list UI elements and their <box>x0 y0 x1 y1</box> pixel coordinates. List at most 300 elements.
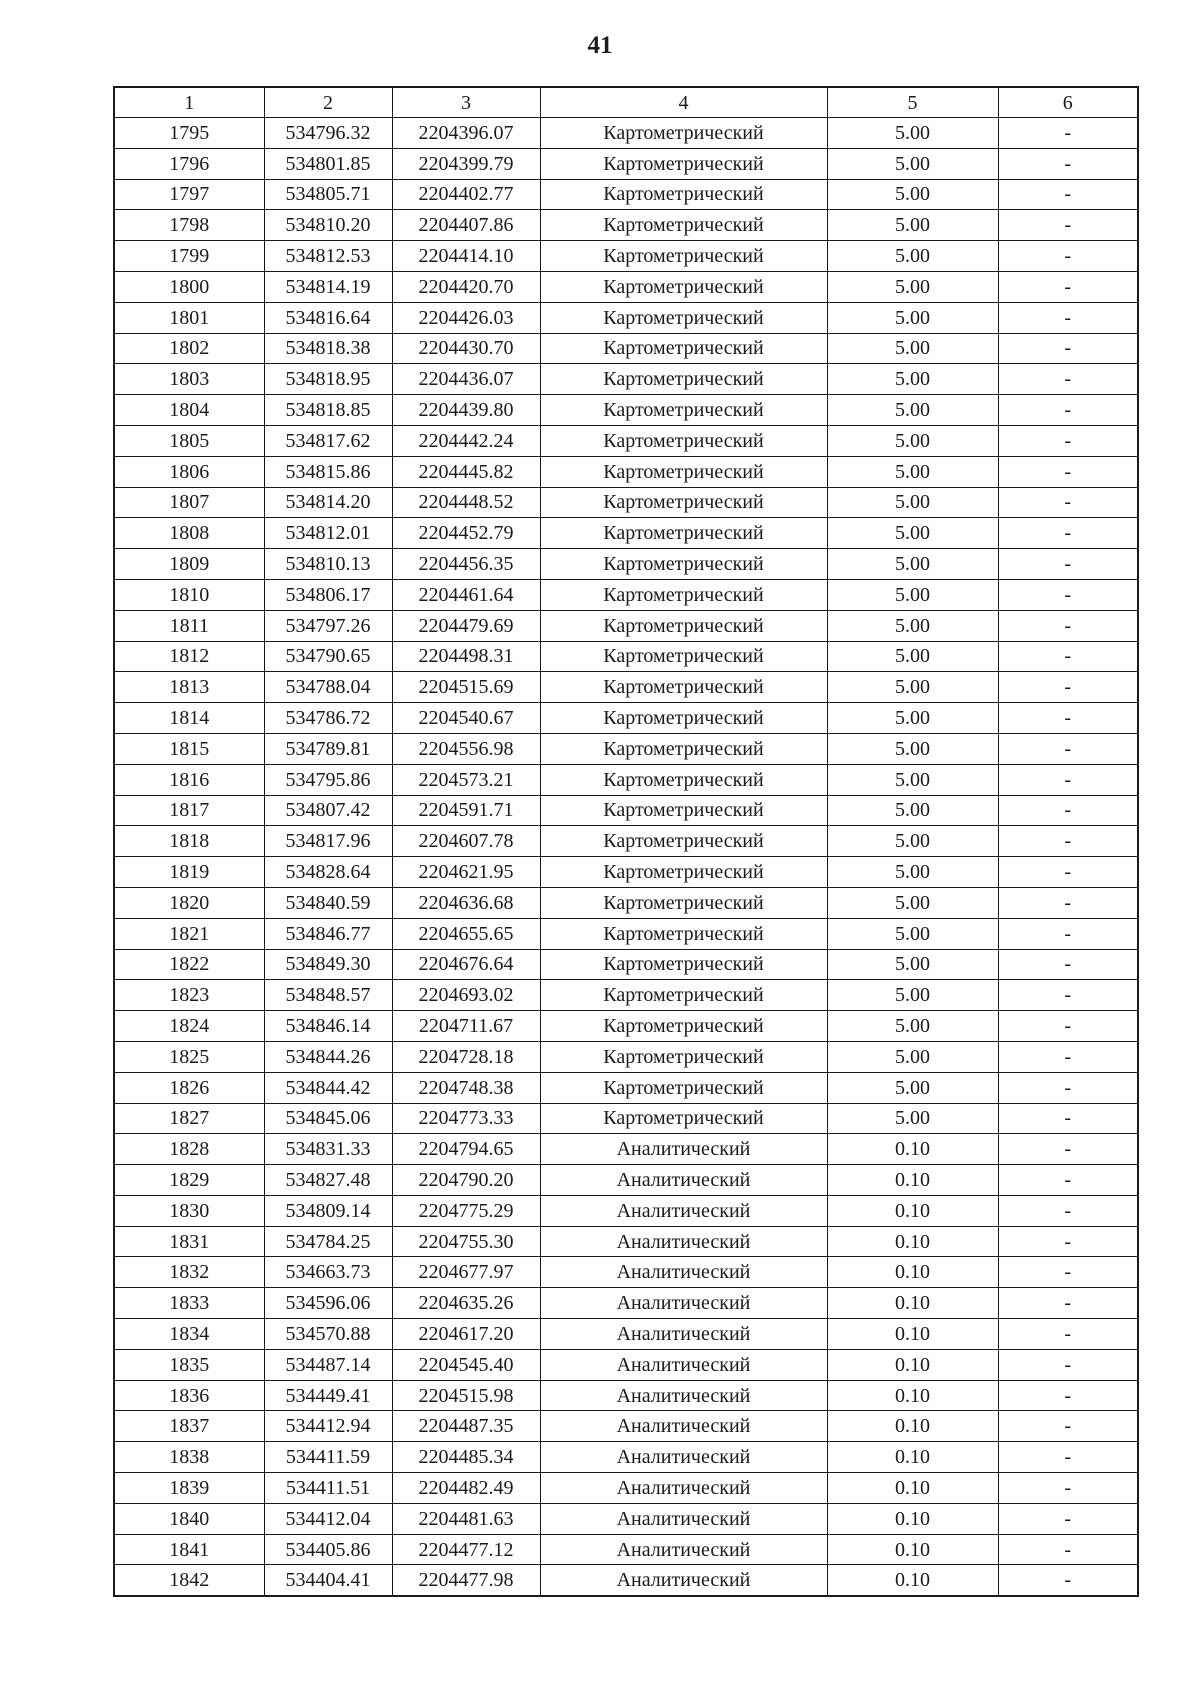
note-cell: - <box>998 1226 1138 1257</box>
point-number-cell: 1837 <box>114 1411 264 1442</box>
method-cell: Картометрический <box>540 733 827 764</box>
method-cell: Картометрический <box>540 302 827 333</box>
note-cell: - <box>998 179 1138 210</box>
y-coordinate-cell: 2204617.20 <box>392 1319 540 1350</box>
accuracy-cell: 5.00 <box>827 1011 998 1042</box>
method-cell: Картометрический <box>540 333 827 364</box>
x-coordinate-cell: 534449.41 <box>264 1380 392 1411</box>
accuracy-cell: 5.00 <box>827 549 998 580</box>
y-coordinate-cell: 2204677.97 <box>392 1257 540 1288</box>
method-cell: Аналитический <box>540 1349 827 1380</box>
method-cell: Аналитический <box>540 1165 827 1196</box>
table-row <box>114 364 1138 395</box>
method-cell: Картометрический <box>540 1072 827 1103</box>
point-number-cell: 1839 <box>114 1473 264 1504</box>
note-cell: - <box>998 148 1138 179</box>
table-row <box>114 733 1138 764</box>
note-cell: - <box>998 1534 1138 1565</box>
method-cell: Картометрический <box>540 179 827 210</box>
y-coordinate-cell: 2204676.64 <box>392 949 540 980</box>
y-coordinate-cell: 2204794.65 <box>392 1134 540 1165</box>
x-coordinate-cell: 534786.72 <box>264 703 392 734</box>
accuracy-cell: 5.00 <box>827 641 998 672</box>
accuracy-cell: 5.00 <box>827 672 998 703</box>
y-coordinate-cell: 2204445.82 <box>392 456 540 487</box>
accuracy-cell: 5.00 <box>827 1041 998 1072</box>
y-coordinate-cell: 2204515.98 <box>392 1380 540 1411</box>
note-cell: - <box>998 333 1138 364</box>
table-header <box>114 87 1138 118</box>
point-number-cell: 1834 <box>114 1319 264 1350</box>
point-number-cell: 1824 <box>114 1011 264 1042</box>
note-cell: - <box>998 1319 1138 1350</box>
y-coordinate-cell: 2204693.02 <box>392 980 540 1011</box>
note-cell: - <box>998 579 1138 610</box>
y-coordinate-cell: 2204635.26 <box>392 1288 540 1319</box>
point-number-cell: 1817 <box>114 795 264 826</box>
note-cell: - <box>998 1473 1138 1504</box>
method-cell: Аналитический <box>540 1380 827 1411</box>
note-cell: - <box>998 1349 1138 1380</box>
note-cell: - <box>998 271 1138 302</box>
method-cell: Картометрический <box>540 395 827 426</box>
accuracy-cell: 5.00 <box>827 610 998 641</box>
y-coordinate-cell: 2204420.70 <box>392 271 540 302</box>
note-cell: - <box>998 857 1138 888</box>
table-row <box>114 579 1138 610</box>
accuracy-cell: 5.00 <box>827 118 998 149</box>
accuracy-cell: 0.10 <box>827 1473 998 1504</box>
method-cell: Картометрический <box>540 764 827 795</box>
column-header: 2 <box>264 87 392 118</box>
point-number-cell: 1799 <box>114 241 264 272</box>
table-row <box>114 610 1138 641</box>
y-coordinate-cell: 2204655.65 <box>392 918 540 949</box>
method-cell: Аналитический <box>540 1257 827 1288</box>
x-coordinate-cell: 534818.85 <box>264 395 392 426</box>
column-header: 5 <box>827 87 998 118</box>
y-coordinate-cell: 2204498.31 <box>392 641 540 672</box>
method-cell: Картометрический <box>540 456 827 487</box>
y-coordinate-cell: 2204448.52 <box>392 487 540 518</box>
table-body <box>114 118 1138 1597</box>
x-coordinate-cell: 534816.64 <box>264 302 392 333</box>
x-coordinate-cell: 534848.57 <box>264 980 392 1011</box>
point-number-cell: 1802 <box>114 333 264 364</box>
accuracy-cell: 5.00 <box>827 425 998 456</box>
point-number-cell: 1803 <box>114 364 264 395</box>
y-coordinate-cell: 2204621.95 <box>392 857 540 888</box>
x-coordinate-cell: 534818.38 <box>264 333 392 364</box>
accuracy-cell: 0.10 <box>827 1565 998 1596</box>
point-number-cell: 1829 <box>114 1165 264 1196</box>
x-coordinate-cell: 534663.73 <box>264 1257 392 1288</box>
point-number-cell: 1838 <box>114 1442 264 1473</box>
table-row <box>114 703 1138 734</box>
note-cell: - <box>998 118 1138 149</box>
accuracy-cell: 5.00 <box>827 302 998 333</box>
x-coordinate-cell: 534788.04 <box>264 672 392 703</box>
note-cell: - <box>998 980 1138 1011</box>
point-number-cell: 1798 <box>114 210 264 241</box>
accuracy-cell: 0.10 <box>827 1165 998 1196</box>
point-number-cell: 1807 <box>114 487 264 518</box>
method-cell: Картометрический <box>540 703 827 734</box>
x-coordinate-cell: 534797.26 <box>264 610 392 641</box>
table-row <box>114 179 1138 210</box>
accuracy-cell: 5.00 <box>827 918 998 949</box>
x-coordinate-cell: 534790.65 <box>264 641 392 672</box>
x-coordinate-cell: 534810.20 <box>264 210 392 241</box>
accuracy-cell: 5.00 <box>827 795 998 826</box>
accuracy-cell: 5.00 <box>827 210 998 241</box>
table-row <box>114 672 1138 703</box>
table-row <box>114 1411 1138 1442</box>
point-number-cell: 1812 <box>114 641 264 672</box>
point-number-cell: 1841 <box>114 1534 264 1565</box>
note-cell: - <box>998 456 1138 487</box>
note-cell: - <box>998 518 1138 549</box>
x-coordinate-cell: 534844.42 <box>264 1072 392 1103</box>
method-cell: Аналитический <box>540 1503 827 1534</box>
y-coordinate-cell: 2204755.30 <box>392 1226 540 1257</box>
method-cell: Картометрический <box>540 1011 827 1042</box>
y-coordinate-cell: 2204482.49 <box>392 1473 540 1504</box>
note-cell: - <box>998 826 1138 857</box>
table-row <box>114 118 1138 149</box>
method-cell: Картометрический <box>540 641 827 672</box>
column-header: 1 <box>114 87 264 118</box>
y-coordinate-cell: 2204773.33 <box>392 1103 540 1134</box>
y-coordinate-cell: 2204790.20 <box>392 1165 540 1196</box>
table-row <box>114 641 1138 672</box>
y-coordinate-cell: 2204775.29 <box>392 1195 540 1226</box>
table-row <box>114 1195 1138 1226</box>
note-cell: - <box>998 949 1138 980</box>
method-cell: Картометрический <box>540 487 827 518</box>
note-cell: - <box>998 764 1138 795</box>
method-cell: Картометрический <box>540 425 827 456</box>
accuracy-cell: 0.10 <box>827 1503 998 1534</box>
table-row <box>114 271 1138 302</box>
table-row <box>114 1041 1138 1072</box>
accuracy-cell: 0.10 <box>827 1134 998 1165</box>
y-coordinate-cell: 2204430.70 <box>392 333 540 364</box>
accuracy-cell: 0.10 <box>827 1257 998 1288</box>
accuracy-cell: 0.10 <box>827 1319 998 1350</box>
x-coordinate-cell: 534411.59 <box>264 1442 392 1473</box>
y-coordinate-cell: 2204487.35 <box>392 1411 540 1442</box>
table-row <box>114 1103 1138 1134</box>
x-coordinate-cell: 534817.62 <box>264 425 392 456</box>
header-row <box>114 87 1138 118</box>
point-number-cell: 1831 <box>114 1226 264 1257</box>
page-number: 41 <box>587 32 613 59</box>
table-row <box>114 1349 1138 1380</box>
y-coordinate-cell: 2204402.77 <box>392 179 540 210</box>
method-cell: Аналитический <box>540 1288 827 1319</box>
method-cell: Картометрический <box>540 610 827 641</box>
method-cell: Картометрический <box>540 518 827 549</box>
accuracy-cell: 0.10 <box>827 1442 998 1473</box>
point-number-cell: 1814 <box>114 703 264 734</box>
method-cell: Картометрический <box>540 795 827 826</box>
point-number-cell: 1830 <box>114 1195 264 1226</box>
accuracy-cell: 0.10 <box>827 1380 998 1411</box>
accuracy-cell: 5.00 <box>827 333 998 364</box>
accuracy-cell: 5.00 <box>827 949 998 980</box>
table-row <box>114 1534 1138 1565</box>
table-row <box>114 1134 1138 1165</box>
accuracy-cell: 5.00 <box>827 1103 998 1134</box>
y-coordinate-cell: 2204461.64 <box>392 579 540 610</box>
x-coordinate-cell: 534812.01 <box>264 518 392 549</box>
x-coordinate-cell: 534812.53 <box>264 241 392 272</box>
accuracy-cell: 5.00 <box>827 980 998 1011</box>
x-coordinate-cell: 534828.64 <box>264 857 392 888</box>
y-coordinate-cell: 2204481.63 <box>392 1503 540 1534</box>
method-cell: Аналитический <box>540 1226 827 1257</box>
y-coordinate-cell: 2204636.68 <box>392 887 540 918</box>
accuracy-cell: 0.10 <box>827 1195 998 1226</box>
point-number-cell: 1816 <box>114 764 264 795</box>
column-header: 4 <box>540 87 827 118</box>
point-number-cell: 1825 <box>114 1041 264 1072</box>
y-coordinate-cell: 2204479.69 <box>392 610 540 641</box>
method-cell: Аналитический <box>540 1195 827 1226</box>
x-coordinate-cell: 534818.95 <box>264 364 392 395</box>
method-cell: Картометрический <box>540 241 827 272</box>
method-cell: Картометрический <box>540 549 827 580</box>
accuracy-cell: 0.10 <box>827 1534 998 1565</box>
x-coordinate-cell: 534807.42 <box>264 795 392 826</box>
y-coordinate-cell: 2204545.40 <box>392 1349 540 1380</box>
table-row <box>114 1380 1138 1411</box>
point-number-cell: 1827 <box>114 1103 264 1134</box>
accuracy-cell: 5.00 <box>827 395 998 426</box>
method-cell: Аналитический <box>540 1411 827 1442</box>
note-cell: - <box>998 1380 1138 1411</box>
note-cell: - <box>998 1257 1138 1288</box>
accuracy-cell: 0.10 <box>827 1288 998 1319</box>
column-header: 6 <box>998 87 1138 118</box>
note-cell: - <box>998 1503 1138 1534</box>
accuracy-cell: 0.10 <box>827 1226 998 1257</box>
accuracy-cell: 5.00 <box>827 487 998 518</box>
point-number-cell: 1805 <box>114 425 264 456</box>
method-cell: Аналитический <box>540 1473 827 1504</box>
x-coordinate-cell: 534795.86 <box>264 764 392 795</box>
table-row <box>114 1473 1138 1504</box>
method-cell: Аналитический <box>540 1134 827 1165</box>
point-number-cell: 1800 <box>114 271 264 302</box>
point-number-cell: 1811 <box>114 610 264 641</box>
x-coordinate-cell: 534810.13 <box>264 549 392 580</box>
note-cell: - <box>998 1565 1138 1596</box>
method-cell: Аналитический <box>540 1534 827 1565</box>
y-coordinate-cell: 2204456.35 <box>392 549 540 580</box>
table-row <box>114 241 1138 272</box>
accuracy-cell: 5.00 <box>827 703 998 734</box>
x-coordinate-cell: 534814.20 <box>264 487 392 518</box>
table-row <box>114 1165 1138 1196</box>
note-cell: - <box>998 487 1138 518</box>
y-coordinate-cell: 2204515.69 <box>392 672 540 703</box>
y-coordinate-cell: 2204399.79 <box>392 148 540 179</box>
note-cell: - <box>998 918 1138 949</box>
note-cell: - <box>998 733 1138 764</box>
x-coordinate-cell: 534796.32 <box>264 118 392 149</box>
point-number-cell: 1836 <box>114 1380 264 1411</box>
x-coordinate-cell: 534487.14 <box>264 1349 392 1380</box>
table-row <box>114 1257 1138 1288</box>
point-number-cell: 1809 <box>114 549 264 580</box>
x-coordinate-cell: 534817.96 <box>264 826 392 857</box>
note-cell: - <box>998 549 1138 580</box>
note-cell: - <box>998 1411 1138 1442</box>
x-coordinate-cell: 534805.71 <box>264 179 392 210</box>
x-coordinate-cell: 534596.06 <box>264 1288 392 1319</box>
x-coordinate-cell: 534814.19 <box>264 271 392 302</box>
note-cell: - <box>998 1134 1138 1165</box>
table-row <box>114 1072 1138 1103</box>
x-coordinate-cell: 534789.81 <box>264 733 392 764</box>
table-row <box>114 980 1138 1011</box>
note-cell: - <box>998 1103 1138 1134</box>
method-cell: Картометрический <box>540 364 827 395</box>
table-row <box>114 1503 1138 1534</box>
x-coordinate-cell: 534801.85 <box>264 148 392 179</box>
x-coordinate-cell: 534404.41 <box>264 1565 392 1596</box>
table-row <box>114 826 1138 857</box>
accuracy-cell: 5.00 <box>827 826 998 857</box>
table-row <box>114 395 1138 426</box>
table-row <box>114 949 1138 980</box>
y-coordinate-cell: 2204591.71 <box>392 795 540 826</box>
point-number-cell: 1804 <box>114 395 264 426</box>
table-row <box>114 518 1138 549</box>
note-cell: - <box>998 1011 1138 1042</box>
accuracy-cell: 5.00 <box>827 1072 998 1103</box>
table-row <box>114 333 1138 364</box>
x-coordinate-cell: 534831.33 <box>264 1134 392 1165</box>
accuracy-cell: 5.00 <box>827 271 998 302</box>
table-row <box>114 425 1138 456</box>
accuracy-cell: 5.00 <box>827 887 998 918</box>
method-cell: Аналитический <box>540 1442 827 1473</box>
method-cell: Картометрический <box>540 672 827 703</box>
note-cell: - <box>998 395 1138 426</box>
x-coordinate-cell: 534846.14 <box>264 1011 392 1042</box>
note-cell: - <box>998 241 1138 272</box>
column-header: 3 <box>392 87 540 118</box>
x-coordinate-cell: 534827.48 <box>264 1165 392 1196</box>
point-number-cell: 1840 <box>114 1503 264 1534</box>
note-cell: - <box>998 364 1138 395</box>
y-coordinate-cell: 2204436.07 <box>392 364 540 395</box>
table-row <box>114 302 1138 333</box>
point-number-cell: 1795 <box>114 118 264 149</box>
x-coordinate-cell: 534806.17 <box>264 579 392 610</box>
accuracy-cell: 5.00 <box>827 456 998 487</box>
x-coordinate-cell: 534412.94 <box>264 1411 392 1442</box>
note-cell: - <box>998 302 1138 333</box>
note-cell: - <box>998 210 1138 241</box>
y-coordinate-cell: 2204728.18 <box>392 1041 540 1072</box>
accuracy-cell: 5.00 <box>827 733 998 764</box>
x-coordinate-cell: 534815.86 <box>264 456 392 487</box>
method-cell: Картометрический <box>540 1103 827 1134</box>
x-coordinate-cell: 534411.51 <box>264 1473 392 1504</box>
y-coordinate-cell: 2204439.80 <box>392 395 540 426</box>
x-coordinate-cell: 534846.77 <box>264 918 392 949</box>
accuracy-cell: 5.00 <box>827 241 998 272</box>
accuracy-cell: 5.00 <box>827 179 998 210</box>
y-coordinate-cell: 2204426.03 <box>392 302 540 333</box>
table-row <box>114 1011 1138 1042</box>
method-cell: Картометрический <box>540 1041 827 1072</box>
point-number-cell: 1797 <box>114 179 264 210</box>
note-cell: - <box>998 1442 1138 1473</box>
table-row <box>114 210 1138 241</box>
note-cell: - <box>998 1041 1138 1072</box>
table-row <box>114 1288 1138 1319</box>
x-coordinate-cell: 534840.59 <box>264 887 392 918</box>
accuracy-cell: 5.00 <box>827 518 998 549</box>
table-row <box>114 1565 1138 1596</box>
note-cell: - <box>998 1195 1138 1226</box>
y-coordinate-cell: 2204477.12 <box>392 1534 540 1565</box>
note-cell: - <box>998 887 1138 918</box>
y-coordinate-cell: 2204485.34 <box>392 1442 540 1473</box>
note-cell: - <box>998 703 1138 734</box>
note-cell: - <box>998 610 1138 641</box>
table-row <box>114 1442 1138 1473</box>
accuracy-cell: 0.10 <box>827 1411 998 1442</box>
point-number-cell: 1813 <box>114 672 264 703</box>
point-number-cell: 1823 <box>114 980 264 1011</box>
table-row <box>114 1319 1138 1350</box>
table-row <box>114 1226 1138 1257</box>
y-coordinate-cell: 2204407.86 <box>392 210 540 241</box>
x-coordinate-cell: 534845.06 <box>264 1103 392 1134</box>
point-number-cell: 1796 <box>114 148 264 179</box>
y-coordinate-cell: 2204452.79 <box>392 518 540 549</box>
note-cell: - <box>998 425 1138 456</box>
note-cell: - <box>998 641 1138 672</box>
x-coordinate-cell: 534570.88 <box>264 1319 392 1350</box>
y-coordinate-cell: 2204573.21 <box>392 764 540 795</box>
point-number-cell: 1801 <box>114 302 264 333</box>
accuracy-cell: 5.00 <box>827 148 998 179</box>
point-number-cell: 1835 <box>114 1349 264 1380</box>
y-coordinate-cell: 2204414.10 <box>392 241 540 272</box>
x-coordinate-cell: 534844.26 <box>264 1041 392 1072</box>
point-number-cell: 1815 <box>114 733 264 764</box>
method-cell: Картометрический <box>540 210 827 241</box>
point-number-cell: 1806 <box>114 456 264 487</box>
y-coordinate-cell: 2204442.24 <box>392 425 540 456</box>
y-coordinate-cell: 2204748.38 <box>392 1072 540 1103</box>
y-coordinate-cell: 2204556.98 <box>392 733 540 764</box>
y-coordinate-cell: 2204540.67 <box>392 703 540 734</box>
method-cell: Картометрический <box>540 118 827 149</box>
y-coordinate-cell: 2204711.67 <box>392 1011 540 1042</box>
table-row <box>114 148 1138 179</box>
point-number-cell: 1826 <box>114 1072 264 1103</box>
method-cell: Аналитический <box>540 1565 827 1596</box>
point-number-cell: 1832 <box>114 1257 264 1288</box>
